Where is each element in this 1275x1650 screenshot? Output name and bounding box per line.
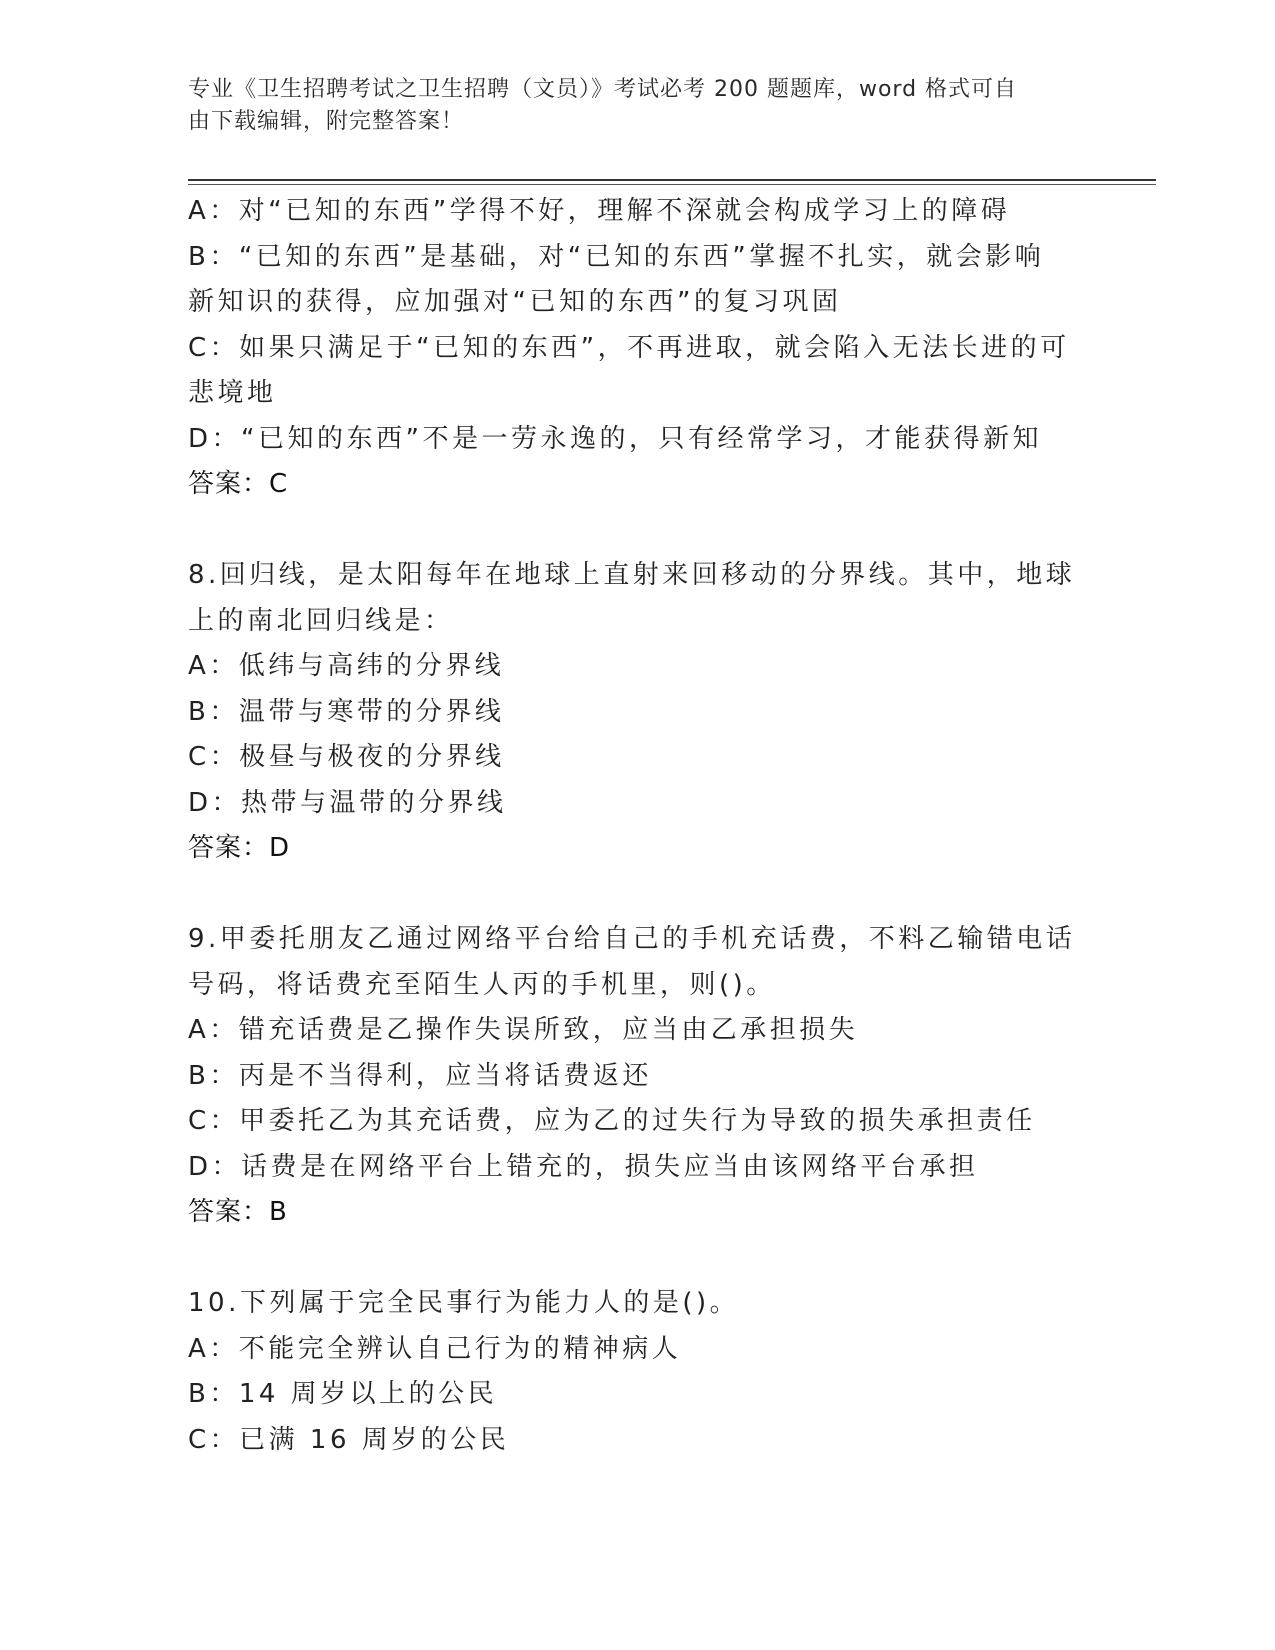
q7-option-a: A：对“已知的东西”学得不好，理解不深就会构成学习上的障碍	[188, 196, 1011, 226]
spacer	[188, 872, 1088, 918]
q7-option-b-line-1: B：“已知的东西”是基础，对“已知的东西”掌握不扎实，就会影响	[188, 241, 1045, 272]
spacer	[188, 1236, 1088, 1282]
q9-option-d: D：话费是在网络平台上错充的，损失应当由该网络平台承担	[188, 1151, 979, 1182]
q7-option-d: D：“已知的东西”不是一劳永逸的，只有经常学习，才能获得新知	[188, 423, 1042, 454]
question-8-block	[188, 553, 1088, 872]
header-divider-thick	[188, 179, 1156, 181]
q9-option-b: B：丙是不当得利，应当将话费返还	[188, 1060, 652, 1091]
question-content	[188, 189, 1088, 1463]
q9-option-c: C：甲委托乙为其充话费，应为乙的过失行为导致的损失承担责任	[188, 1106, 1036, 1136]
q10-option-b: B：14 周岁以上的公民	[188, 1379, 498, 1409]
header-divider-thin	[188, 184, 1156, 185]
q7-option-c-line-1: C：如果只满足于“已知的东西”，不再进取，就会陷入无法长进的可	[188, 332, 1070, 363]
q7-option-b-line-2: 新知识的获得，应加强对“已知的东西”的复习巩固	[188, 287, 842, 317]
q10-stem: 10.下列属于完全民事行为能力人的是()。	[188, 1288, 740, 1318]
q8-stem-line-1: 8.回归线，是太阳每年在地球上直射来回移动的分界线。其中，地球	[188, 560, 1076, 590]
spacer	[188, 508, 1088, 554]
header-line-1: 专业《卫生招聘考试之卫生招聘（文员）》考试必考 200 题题库，word 格式可自	[188, 77, 1018, 102]
header-line-2: 由下载编辑，附完整答案！	[188, 109, 465, 134]
q8-option-c: C：极昼与极夜的分界线	[188, 742, 505, 772]
q9-stem-line-2: 号码，将话费充至陌生人丙的手机里，则()。	[188, 969, 776, 1000]
q9-stem-line-1: 9.甲委托朋友乙通过网络平台给自己的手机充话费，不料乙输错电话	[188, 924, 1076, 954]
q7-option-c-line-2: 悲境地	[188, 378, 277, 408]
q8-option-d: D：热带与温带的分界线	[188, 787, 507, 818]
q10-option-a: A：不能完全辨认自己行为的精神病人	[188, 1333, 682, 1364]
q8-answer: 答案：D	[188, 833, 291, 863]
question-9-block	[188, 917, 1088, 1236]
q8-option-a: A：低纬与高纬的分界线	[188, 651, 505, 681]
document-header	[188, 74, 1068, 138]
q9-option-a: A：错充话费是乙操作失误所致，应当由乙承担损失	[188, 1015, 859, 1045]
q7-answer: 答案：C	[188, 469, 289, 499]
question-7-block	[188, 189, 1088, 508]
q8-stem-line-2: 上的南北回归线是：	[188, 605, 454, 636]
question-10-block	[188, 1281, 1088, 1463]
q8-option-b: B：温带与寒带的分界线	[188, 696, 505, 727]
q9-answer: 答案：B	[188, 1197, 288, 1227]
q10-option-c: C：已满 16 周岁的公民	[188, 1424, 510, 1455]
